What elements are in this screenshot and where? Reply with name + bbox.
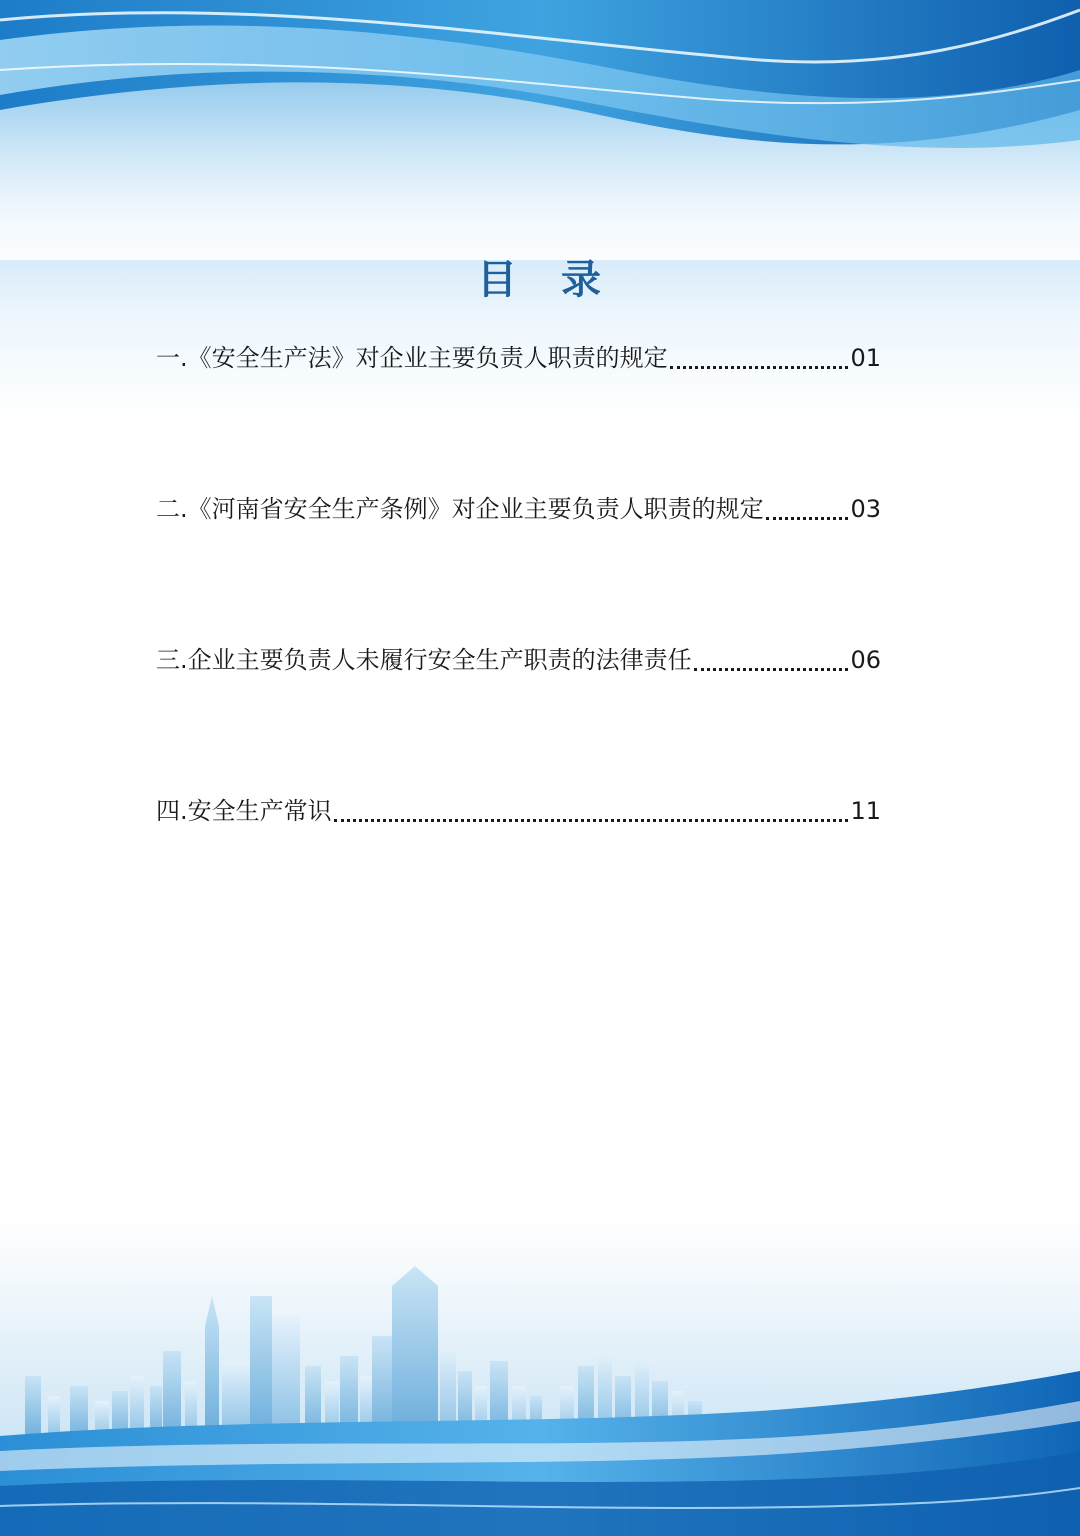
- toc-entry-page: 06: [850, 646, 881, 674]
- toc-entry-2[interactable]: [156, 489, 881, 529]
- toc-leader-dots: [334, 819, 849, 822]
- top-wave-decoration: [0, 0, 1080, 260]
- toc-entry-page: 01: [850, 344, 881, 372]
- toc-entry-number: 三.: [156, 646, 188, 674]
- toc-entry-page: 11: [850, 797, 881, 825]
- toc-entry-number: 一.: [156, 344, 188, 372]
- toc-entry-1[interactable]: [156, 338, 881, 378]
- toc-entry-page: 03: [850, 495, 881, 523]
- page-title: [0, 248, 1080, 305]
- toc-leader-dots: [694, 668, 849, 671]
- toc-leader-dots: [670, 366, 849, 369]
- toc-entry-text: 安全生产常识: [187, 797, 332, 825]
- toc-entry-4[interactable]: [156, 791, 881, 831]
- toc-entry-text: 《河南省安全生产条例》对企业主要负责人职责的规定: [187, 495, 764, 523]
- title-char-2: 录: [561, 256, 603, 303]
- toc-entry-text: 企业主要负责人未履行安全生产职责的法律责任: [187, 646, 692, 674]
- toc-entry-number: 四.: [156, 797, 188, 825]
- toc-entry-3[interactable]: [156, 640, 881, 680]
- toc-entry-text: 《安全生产法》对企业主要负责人职责的规定: [187, 344, 668, 372]
- toc-leader-dots: [766, 517, 849, 520]
- bottom-skyline-decoration: [0, 1236, 1080, 1536]
- toc-entry-number: 二.: [156, 495, 188, 523]
- title-char-1: 目: [477, 256, 519, 303]
